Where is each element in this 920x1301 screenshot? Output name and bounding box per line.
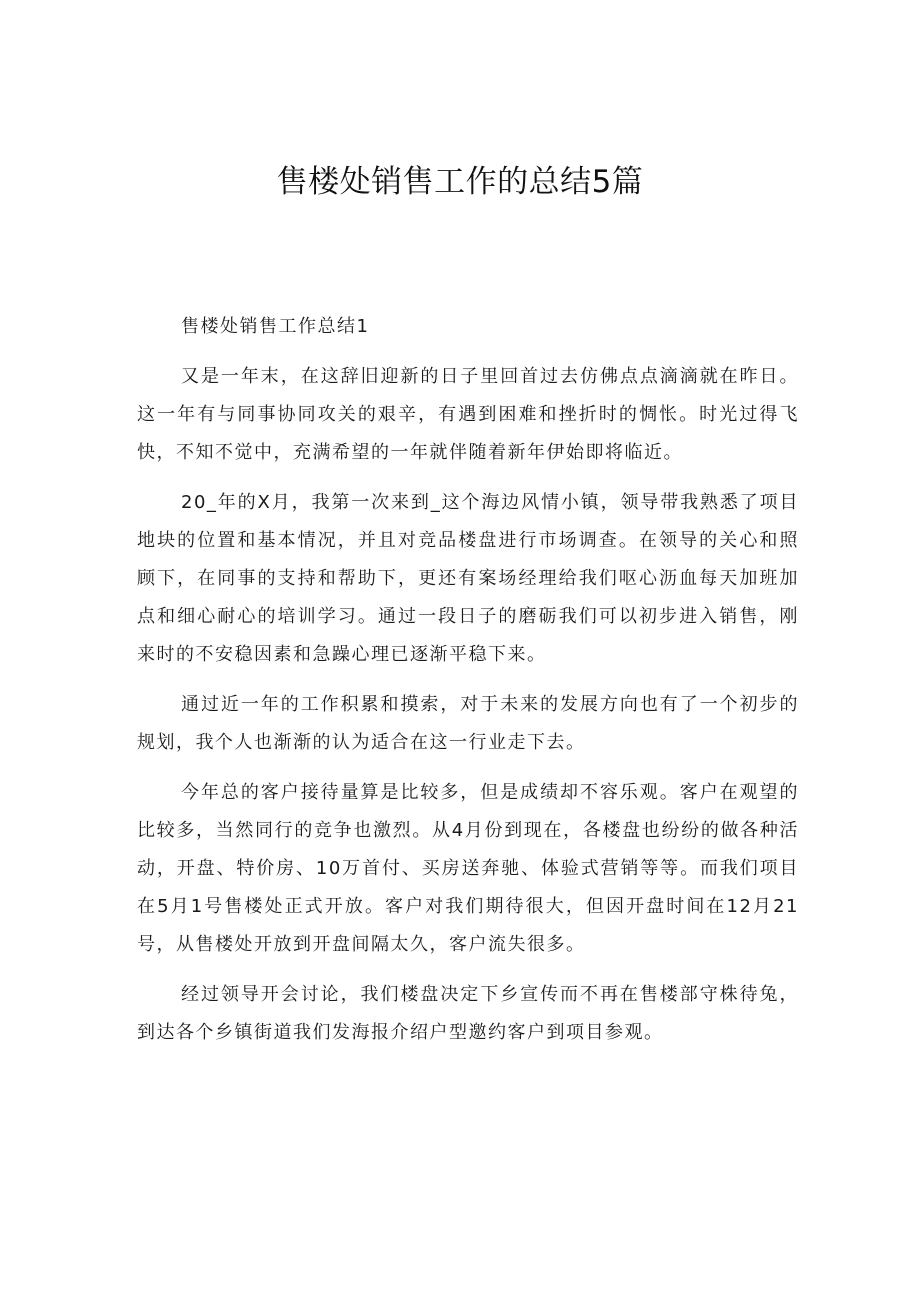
paragraph-2: 20_年的X月，我第一次来到_这个海边风情小镇，领导带我熟悉了项目地块的位置和基本情况，并且对竞品楼盘进行市场调查。在领导的关心和照顾下，在同事的支持和帮助下，更还有案场经理给我们呕心沥血每天加班加点和细心耐心的培训学习。通过一段日子的磨砺我们可以初步进入销售，刚来时的不安稳因素和急躁心理已逐渐平稳下来。: [137, 492, 799, 665]
document-body: [137, 308, 799, 1064]
paragraph-4: 今年总的客户接待量算是比较多，但是成绩却不容乐观。客户在观望的比较多，当然同行的竞争也激烈。从4月份到现在，各楼盘也纷纷的做各种活动，开盘、特价房、10万首付、买房送奔驰、体验式营销等等。而我们项目在5月1号售楼处正式开放。客户对我们期待很大，但因开盘时间在12月21号，从售楼处开放到开盘间隔太久，客户流失很多。: [137, 782, 799, 955]
paragraph-1: 又是一年末，在这辞旧迎新的日子里回首过去仿佛点点滴滴就在昨日。这一年有与同事协同攻关的艰辛，有遇到困难和挫折时的惆怅。时光过得飞快，不知不觉中，充满希望的一年就伴随着新年伊始即将临近。: [137, 366, 799, 463]
paragraph-3: 通过近一年的工作积累和摸索，对于未来的发展方向也有了一个初步的规划，我个人也渐渐的认为适合在这一行业走下去。: [137, 694, 799, 753]
document-title: 售楼处销售工作的总结5篇: [276, 164, 644, 200]
section-heading: 售楼处销售工作总结1: [181, 316, 370, 337]
paragraph-5: 经过领导开会讨论，我们楼盘决定下乡宣传而不再在售楼部守株待兔，到达各个乡镇街道我们发海报介绍户型邀约客户到项目参观。: [137, 984, 799, 1043]
